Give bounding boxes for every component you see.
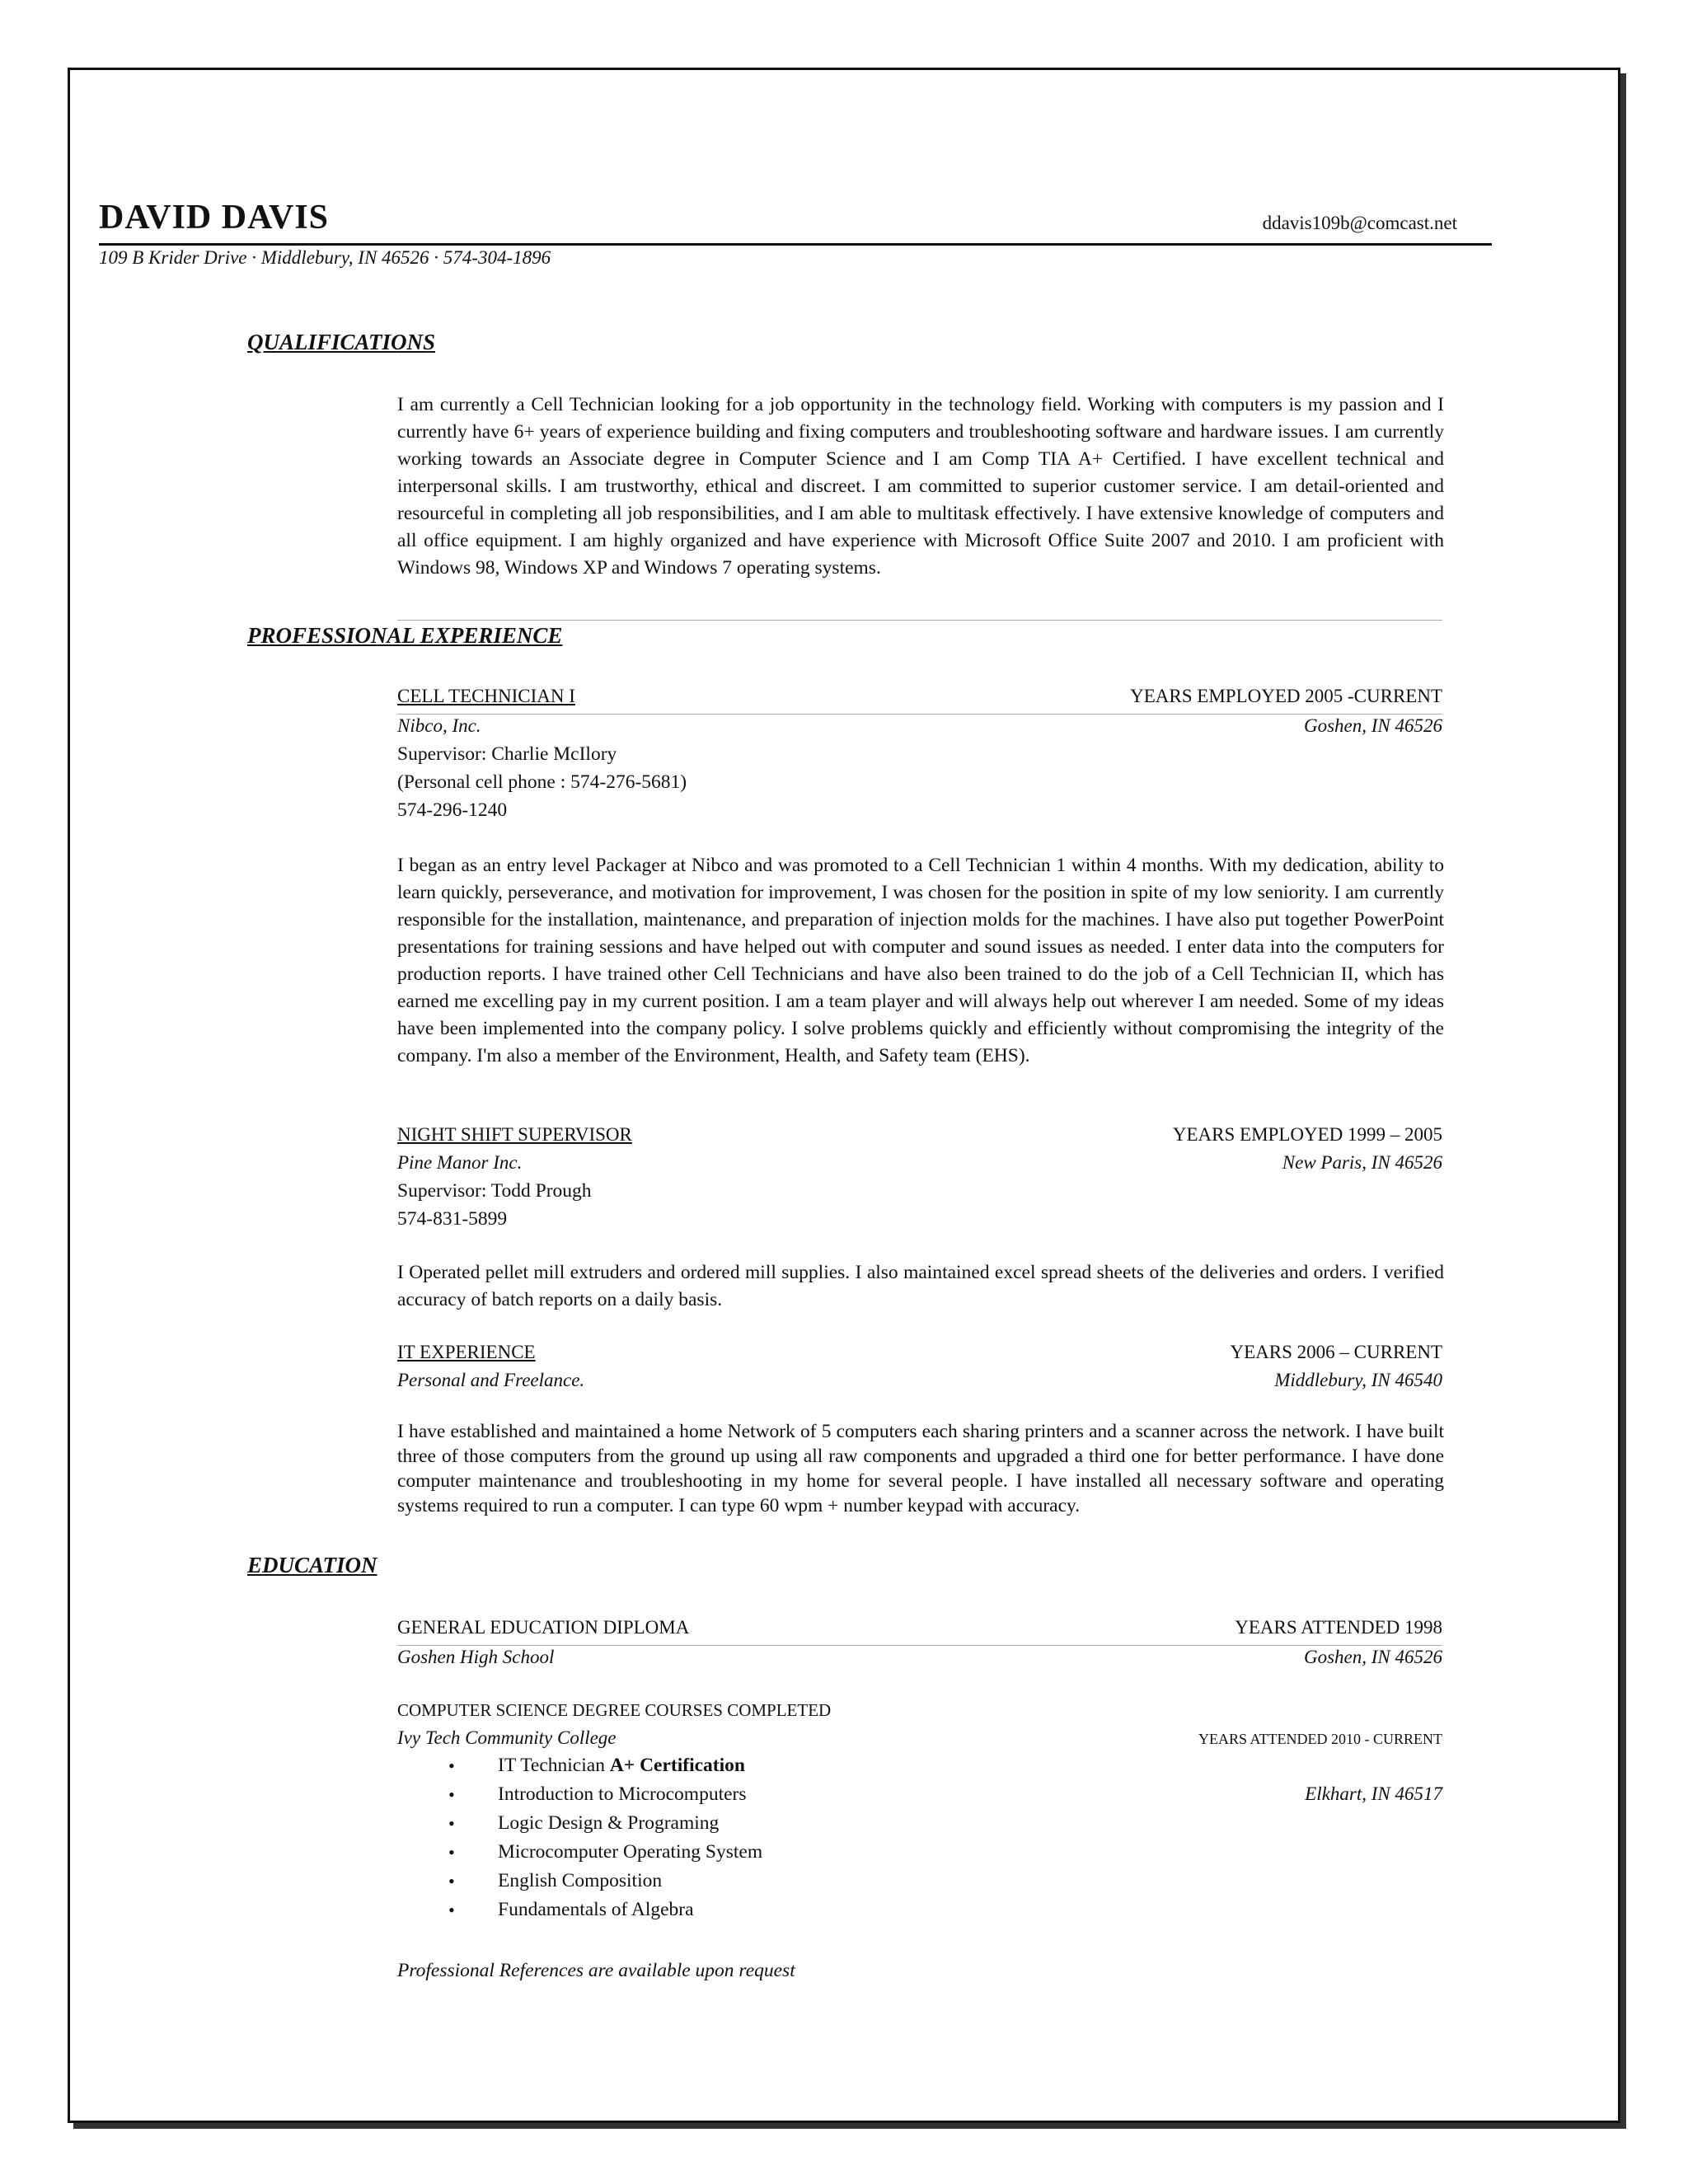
list-item: • IT Technician A+ Certification [397,1751,1139,1780]
job-company-row [397,1152,1442,1174]
job-header [397,686,1442,707]
cs-school: Ivy Tech Community College [397,1727,617,1748]
ged-rule [397,1645,1442,1646]
qualifications-heading: QUALIFICATIONS [247,330,436,354]
job-supervisor: Supervisor: Charlie McIlory [397,743,617,765]
job-rule [397,714,1442,715]
list-item: • Introduction to Microcomputers [397,1780,1139,1809]
cs-location: Elkhart, IN 46517 [1305,1783,1442,1804]
job-title: NIGHT SHIFT SUPERVISOR [397,1124,632,1145]
job-description: I Operated pellet mill extruders and ordered mill supplies. I also maintained excel spread sheets of the deliveries and orders. I verified accuracy of batch reports on a daily basis. [397,1262,1444,1310]
ged-school: Goshen High School [397,1647,555,1667]
ged-title: GENERAL EDUCATION DIPLOMA [397,1617,690,1638]
job-years: YEARS EMPLOYED 1999 – 2005 [1172,1124,1442,1145]
job-header [397,1342,1442,1363]
cs-school-row [397,1727,1442,1749]
ged-location: Goshen, IN 46526 [1303,1647,1442,1667]
job-supervisor: Supervisor: Todd Prough [397,1180,592,1202]
job-phone: 574-831-5899 [397,1208,508,1230]
job-company: Pine Manor Inc. [397,1152,523,1173]
job-personal-phone: (Personal cell phone : 574-276-5681) [397,771,687,793]
job-company: Nibco, Inc. [397,715,481,736]
job-title: CELL TECHNICIAN I [397,686,575,706]
job-description: I have established and maintained a home Network of 5 computers each sharing printers and a scanner across the network. I have built three of those computers from the ground up using all raw components and upgraded a third one for better performance. I have done computer maintenance and troubleshooting in my home for several people. I have installed all necessary software and operating systems required to run a computer. I can type 60 wpm + number keypad with accuracy. [397,1421,1444,1516]
job-description: I began as an entry level Packager at Nibco and was promoted to a Cell Technician 1 within 4 months. With my dedication, ability to learn quickly, perseverance, and motivation for improvement, I was chosen for the position in spite of my low seniority. I am currently responsible for the installation, maintenance, and preparation of injection molds for the machines. I have also put together PowerPoint presentations for training sessions and have helped out with computer and sound issues as needed. I enter data into the computers for production reports. I have trained other Cell Technicians and have also been trained to do the job of a Cell Technician II, which has earned me excelling pay in my current position. I am a team player and will always help out wherever I am needed. Some of my ideas have been implemented into the company policy. I solve problems quickly and efficiently without compromising the integrity of the company. I'm also a member of the Environment, Health, and Safety team (EHS). [397,855,1444,1066]
section-divider [397,620,1442,621]
applicant-name: DAVID DAVIS [99,199,330,237]
education-heading: EDUCATION [247,1553,377,1577]
job-header [397,1124,1442,1146]
qualifications-text: I am currently a Cell Technician looking for a job opportunity in the technology field. Working with computers is my passion and I currently have 6+ years of experience building and fixing computers and troubleshooting software and hardware issues. I am currently working towards an Associate degree in Computer Science and I am Comp TIA A+ Certified. I have excellent technical and interpersonal skills. I am trustworthy, ethical and discreet. I am committed to superior customer service. I am detail-oriented and resourceful in completing all job responsibilities, and I am able to multitask effectively. I have extensive knowledge of computers and all office equipment. I am highly organized and have experience with Microsoft Office Suite 2007 and 2010. I am proficient with Windows 98, Windows XP and Windows 7 operating systems. [397,394,1444,579]
job-company-row [397,1370,1442,1391]
ged-years: YEARS ATTENDED 1998 [1235,1617,1442,1638]
cs-title: COMPUTER SCIENCE DEGREE COURSES COMPLETED [397,1700,832,1720]
experience-heading: PROFESSIONAL EXPERIENCE [247,623,563,648]
list-item: • English Composition [397,1867,1139,1896]
ged-school-row [397,1647,1442,1668]
job-location: Middlebury, IN 46540 [1274,1370,1442,1390]
job-years: YEARS 2006 – CURRENT [1230,1342,1442,1362]
job-company-row [397,715,1442,737]
job-years: YEARS EMPLOYED 2005 -CURRENT [1130,686,1442,706]
course-list [397,1751,1139,1924]
header-rule [99,243,1492,246]
cs-years: YEARS ATTENDED 2010 - CURRENT [1198,1731,1442,1747]
ged-header [397,1617,1442,1638]
job-title: IT EXPERIENCE [397,1342,536,1362]
email-address: ddavis109b@comcast.net [1262,213,1457,233]
list-item: • Logic Design & Programing [397,1809,1139,1838]
references-note: Professional References are available upon request [397,1960,795,1981]
contact-address: 109 B Krider Drive · Middlebury, IN 46526 · 574-304-1896 [99,247,551,268]
job-company: Personal and Freelance. [397,1370,585,1390]
list-item: • Fundamentals of Algebra [397,1896,1139,1924]
job-phone: 574-296-1240 [397,799,508,821]
job-location: Goshen, IN 46526 [1303,715,1442,736]
list-item: • Microcomputer Operating System [397,1838,1139,1867]
job-location: New Paris, IN 46526 [1282,1152,1442,1173]
